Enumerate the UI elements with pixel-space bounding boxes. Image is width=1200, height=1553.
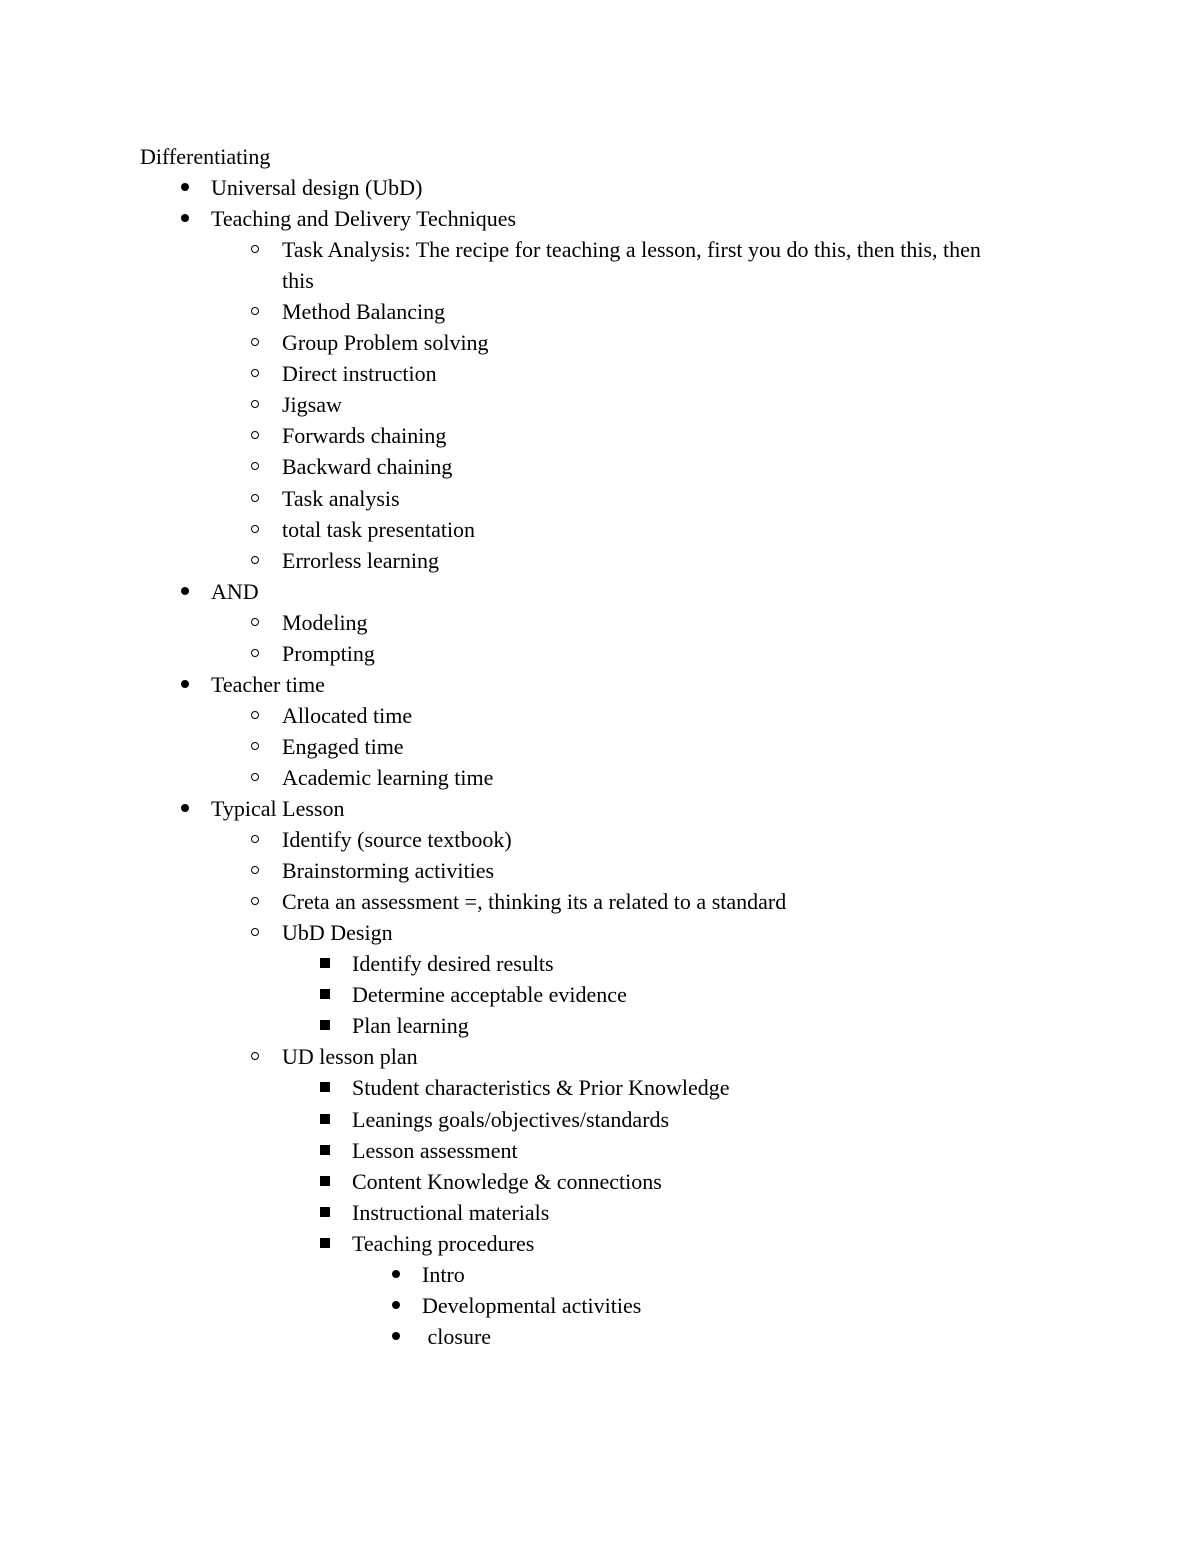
list-item-text: Allocated time: [282, 702, 413, 728]
hollow-bullet-icon: [251, 431, 259, 439]
hollow-bullet-icon: [251, 773, 259, 781]
list-item: [0, 172, 1200, 203]
filled-bullet-icon: [181, 680, 189, 688]
list-item: [0, 669, 1200, 700]
list-item-text: Errorless learning: [282, 547, 439, 573]
list-item: [0, 358, 1200, 389]
list-item-text: Typical Lesson: [211, 796, 345, 821]
heading-text: Differentiating: [140, 144, 271, 169]
list-item: [0, 576, 1200, 607]
list-item-text: Prompting: [282, 640, 375, 666]
hollow-bullet-icon: [251, 835, 259, 843]
hollow-bullet-icon: [251, 494, 259, 502]
list-item-text: Universal design (UbD): [211, 175, 423, 200]
list-item: [0, 979, 1200, 1010]
list-item: [0, 638, 1200, 669]
list-item-text: Backward chaining: [282, 454, 453, 480]
list-item: [0, 451, 1200, 482]
list-item: [0, 1010, 1200, 1041]
list-item: [0, 1290, 1200, 1321]
list-item: [0, 1197, 1200, 1228]
hollow-bullet-icon: [251, 649, 259, 657]
list-item-text: total task presentation: [282, 516, 476, 542]
square-bullet-icon: [320, 1114, 330, 1124]
list-item-text: Identify desired results: [352, 951, 554, 977]
filled-bullet-icon: [392, 1332, 400, 1340]
list-item: [0, 327, 1200, 358]
filled-bullet-icon: [392, 1301, 400, 1309]
hollow-bullet-icon: [251, 742, 259, 750]
hollow-bullet-icon: [251, 711, 259, 719]
list-item: [0, 265, 1200, 296]
filled-bullet-icon: [181, 214, 189, 222]
list-item-text: Teaching procedures: [352, 1230, 535, 1256]
list-item-text: UD lesson plan: [282, 1044, 418, 1070]
list-item-text: Group Problem solving: [282, 330, 489, 356]
list-item: [0, 483, 1200, 514]
list-item-text: Leanings goals/objectives/standards: [352, 1106, 670, 1132]
list-item-text: Direct instruction: [282, 361, 437, 387]
hollow-bullet-icon: [251, 400, 259, 408]
list-item-text: closure: [422, 1323, 492, 1349]
square-bullet-icon: [320, 1238, 330, 1248]
hollow-bullet-icon: [251, 245, 259, 253]
list-item-text: Jigsaw: [282, 392, 342, 418]
list-item-text: this: [282, 268, 314, 294]
list-item: [0, 1041, 1200, 1072]
list-item-text: Student characteristics & Prior Knowledge: [352, 1075, 730, 1101]
list-item: [0, 1135, 1200, 1166]
hollow-bullet-icon: [251, 462, 259, 470]
hollow-bullet-icon: [251, 525, 259, 533]
list-item-text: Intro: [422, 1261, 465, 1287]
list-item: [0, 607, 1200, 638]
list-item: [0, 1166, 1200, 1197]
filled-bullet-icon: [181, 587, 189, 595]
list-item: [0, 700, 1200, 731]
list-item-text: Instructional materials: [352, 1199, 550, 1225]
list-item-text: Determine acceptable evidence: [352, 982, 627, 1008]
list-item-text: Creta an assessment =, thinking its a related to a standard: [282, 889, 787, 915]
hollow-bullet-icon: [251, 618, 259, 626]
list-item: [0, 793, 1200, 824]
hollow-bullet-icon: [251, 928, 259, 936]
list-item-text: Task analysis: [282, 485, 400, 511]
list-item-text: Plan learning: [352, 1013, 469, 1039]
list-item: [0, 762, 1200, 793]
list-item: [0, 1072, 1200, 1103]
square-bullet-icon: [320, 1176, 330, 1186]
list-item-text: Academic learning time: [282, 764, 494, 790]
list-item: [0, 514, 1200, 545]
list-item: [0, 203, 1200, 234]
list-item-text: Task Analysis: The recipe for teaching a lesson, first you do this, then this, then: [282, 237, 981, 263]
filled-bullet-icon: [392, 1270, 400, 1278]
hollow-bullet-icon: [251, 307, 259, 315]
list-item: [0, 855, 1200, 886]
hollow-bullet-icon: [251, 338, 259, 346]
filled-bullet-icon: [181, 804, 189, 812]
list-item: [0, 234, 1200, 265]
list-item-text: Engaged time: [282, 733, 404, 759]
hollow-bullet-icon: [251, 1052, 259, 1060]
list-item: [0, 1228, 1200, 1259]
list-item-text: Teacher time: [211, 671, 325, 697]
list-item-text: Brainstorming activities: [282, 858, 495, 884]
list-item-text: Identify (source textbook): [282, 827, 512, 853]
list-item: [0, 917, 1200, 948]
list-item-text: Forwards chaining: [282, 423, 447, 449]
list-item: [0, 296, 1200, 327]
square-bullet-icon: [320, 989, 330, 999]
list-item: [0, 731, 1200, 762]
list-item: [0, 886, 1200, 917]
list-item: [0, 824, 1200, 855]
list-item-text: AND: [211, 578, 259, 604]
square-bullet-icon: [320, 958, 330, 968]
filled-bullet-icon: [181, 183, 189, 191]
square-bullet-icon: [320, 1207, 330, 1217]
list-item: [0, 420, 1200, 451]
square-bullet-icon: [320, 1145, 330, 1155]
list-item: [0, 1321, 1200, 1352]
list-item-text: UbD Design: [282, 920, 393, 946]
list-item-text: Modeling: [282, 609, 368, 635]
list-item-text: Content Knowledge & connections: [352, 1168, 662, 1194]
list-item: [0, 948, 1200, 979]
hollow-bullet-icon: [251, 897, 259, 905]
list-item-text: Method Balancing: [282, 299, 446, 325]
list-item: [0, 1259, 1200, 1290]
hollow-bullet-icon: [251, 369, 259, 377]
hollow-bullet-icon: [251, 556, 259, 564]
hollow-bullet-icon: [251, 866, 259, 874]
list-item-text: Developmental activities: [422, 1292, 642, 1318]
list-item: [0, 1104, 1200, 1135]
square-bullet-icon: [320, 1082, 330, 1092]
list-item: [0, 545, 1200, 576]
list-item-text: Teaching and Delivery Techniques: [211, 206, 517, 232]
list-item-text: Lesson assessment: [352, 1137, 518, 1163]
list-item: [0, 389, 1200, 420]
square-bullet-icon: [320, 1020, 330, 1030]
